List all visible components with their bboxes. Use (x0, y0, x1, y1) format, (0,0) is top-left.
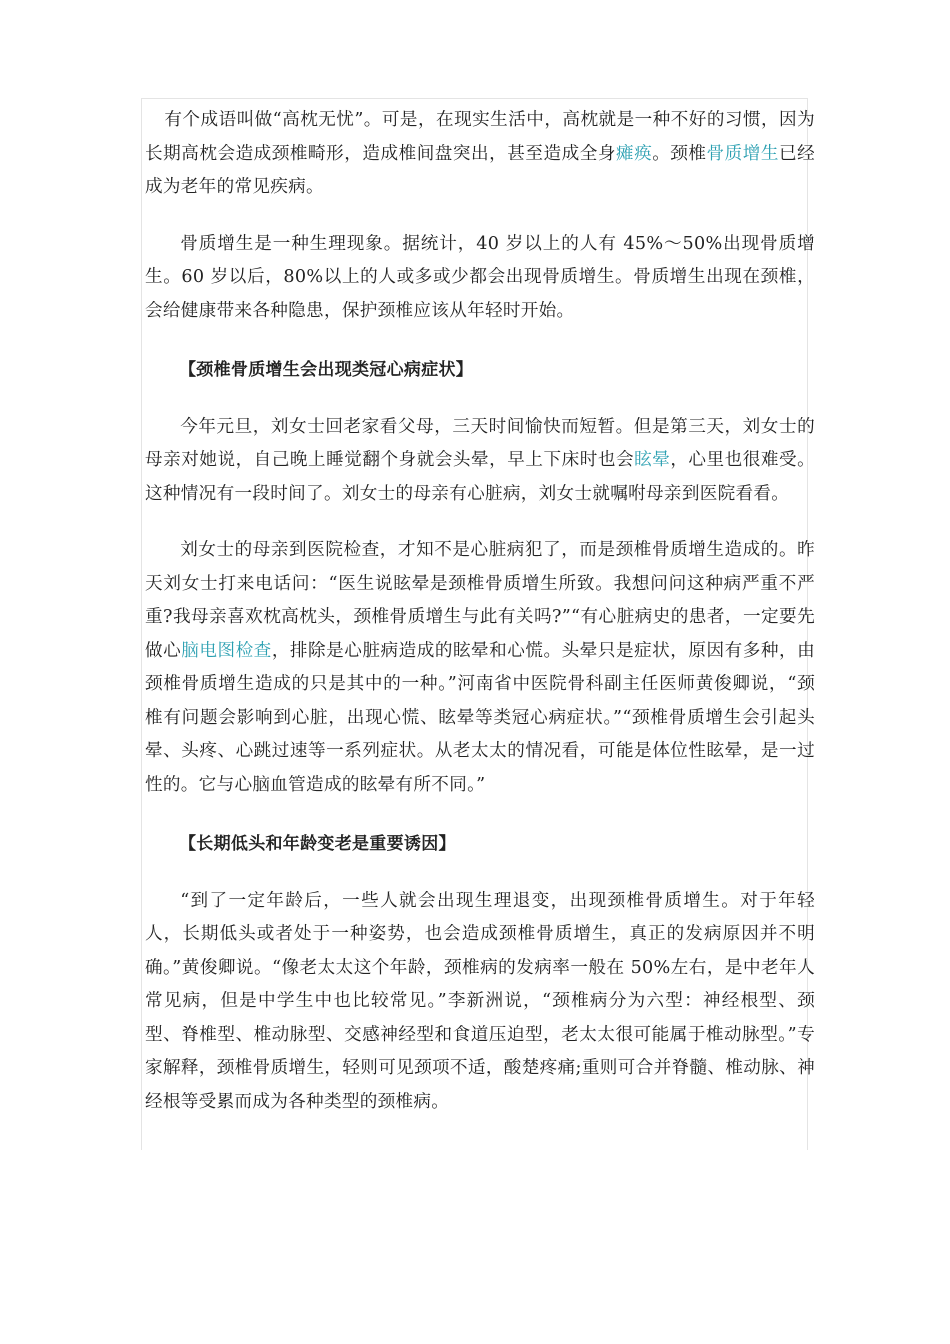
article-body (145, 104, 815, 1119)
paragraph-case (145, 411, 815, 512)
paragraph-text: 刘女士的母亲到医院检查，才知不是心脏病犯了，而是颈椎骨质增生造成的。昨天刘女士打来电话问：“医生说眩晕是颈椎骨质增生所致。我想问问这种病严重不严重?我母亲喜欢枕高枕头，颈椎骨质增生与此有关吗?”“有心脏病史的患者，一定要先做心 (145, 540, 815, 661)
paragraph-text: 已经成为老年的常见疾病。 (145, 143, 815, 197)
paragraph-statistics: 骨质增生是一种生理现象。据统计，40 岁以上的人有 45%～50%出现骨质增生。60 岁以后，80%以上的人或多或少都会出现骨质增生。骨质增生出现在颈椎，会给健康带来各种隐患，保护颈椎应该从年轻时开始。 (145, 233, 815, 321)
keyword-link-vertigo[interactable]: 眩晕 (634, 450, 671, 470)
paragraph-text: ，排除是心脏病造成的眩晕和心慌。头晕只是症状，原因有多种，由颈椎骨质增生造成的只是其中的一种。”河南省中医院骨科副主任医师黄俊卿说，“颈椎有问题会影响到心脏，出现心慌、眩晕等类冠心病症状。”“颈椎骨质增生会引起头晕、头疼、心跳过速等一系列症状。从老太太的情况看，可能是体位性眩晕，是一过性的。它与心脑血管造成的眩晕有所不同。” (145, 640, 815, 795)
section-heading-1: 【颈椎骨质增生会出现类冠心病症状】 (179, 360, 474, 380)
keyword-link-bone-hyperplasia[interactable]: 骨质增生 (706, 143, 779, 164)
paragraph-causes: “到了一定年龄后，一些人就会出现生理退变，出现颈椎骨质增生。对于年轻人，长期低头或者处于一种姿势，也会造成颈椎骨质增生，真正的发病原因并不明确。”黄俊卿说。“像老太太这个年龄，颈椎病的发病率一般在 50%左右，是中老年人常见病，但是中学生中也比较常见。”李新洲说，“颈椎病分为六型：神经根型、颈型、脊椎型、椎动脉型、交感神经型和食道压迫型，老太太很可能属于椎动脉型。”专家解释，颈椎骨质增生，轻则可见颈项不适，酸楚疼痛;重则可合并脊髓、椎动脉、神经根等受累而成为各种类型的颈椎病。 (145, 890, 815, 1112)
keyword-link-eeg-exam[interactable]: 脑电图检查 (181, 640, 272, 661)
paragraph-intro (145, 104, 815, 205)
keyword-link-paralysis[interactable]: 瘫痪 (615, 143, 653, 164)
paragraph-text: 有个成语叫做“高枕无忧”。可是，在现实生活中，高枕就是一种不好的习惯，因为长期高枕会造成颈椎畸形，造成椎间盘突出，甚至造成全身 (145, 110, 815, 164)
paragraph-diagnosis (145, 534, 815, 802)
paragraph-text: 今年元旦，刘女士回老家看父母，三天时间愉快而短暂。但是第三天，刘女士的母亲对她说，自己晚上睡觉翻个身就会头晕，早上下床时也会 (145, 416, 815, 470)
section-heading-2: 【长期低头和年龄变老是重要诱因】 (179, 834, 456, 854)
paragraph-text: ，心里也很难受。这种情况有一段时间了。刘女士的母亲有心脏病，刘女士就嘱咐母亲到医院看看。 (145, 450, 816, 504)
paragraph-text: 。颈椎 (652, 143, 707, 164)
